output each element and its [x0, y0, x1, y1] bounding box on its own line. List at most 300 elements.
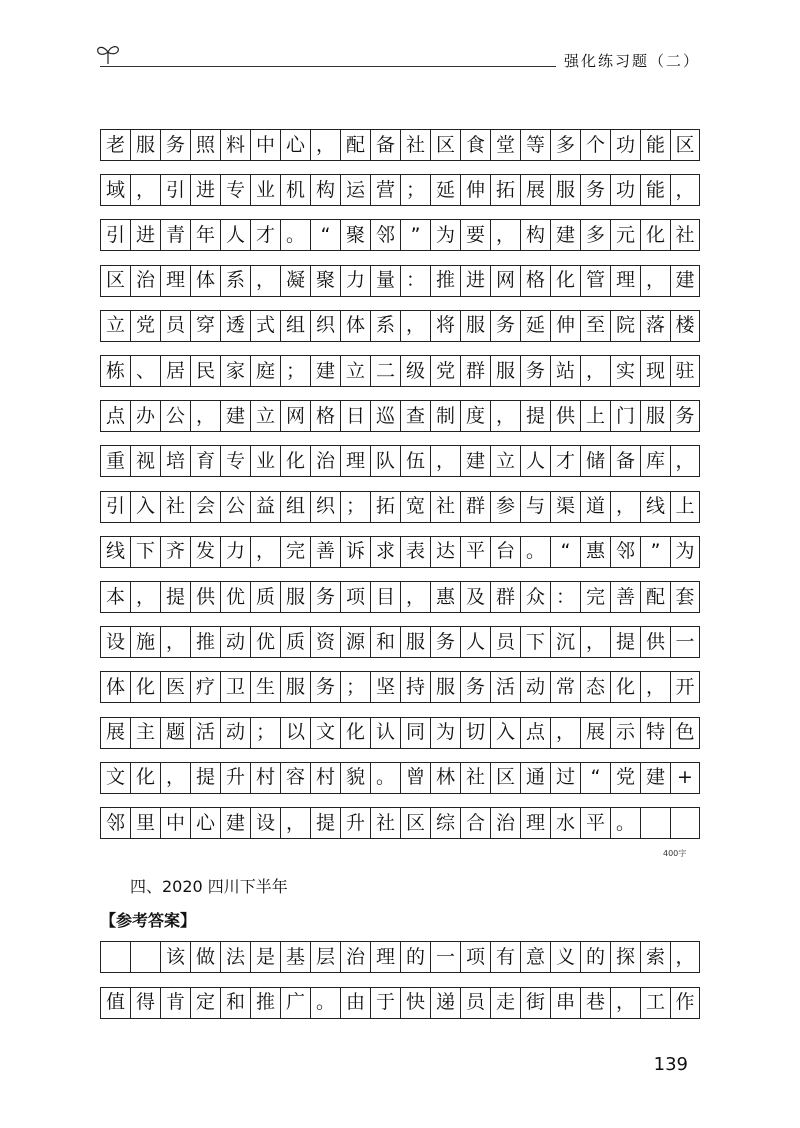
grid-cell: 驻 [670, 355, 700, 387]
grid-cell [100, 941, 130, 973]
grid-cell: 伸 [460, 174, 490, 206]
grid-cell: 色 [670, 717, 700, 749]
grid-cell: ， [280, 807, 310, 839]
grid-cell: 示 [610, 717, 640, 749]
grid-row [100, 445, 700, 477]
grid-cell: 化 [130, 762, 160, 794]
grid-cell: ， [670, 174, 700, 206]
grid-cell: 村 [310, 762, 340, 794]
grid-cell: 入 [490, 717, 520, 749]
grid-cell: 群 [460, 355, 490, 387]
grid-cell: 意 [520, 941, 550, 973]
grid-cell: 中 [250, 129, 280, 161]
grid-cell: ” [640, 536, 670, 568]
grid-cell: 治 [310, 445, 340, 477]
grid-cell: 储 [580, 445, 610, 477]
grid-cell: 服 [460, 310, 490, 342]
grid-cell: 服 [400, 626, 430, 658]
grid-cell: 组 [280, 491, 310, 523]
grid-row [100, 671, 700, 703]
grid-cell: 服 [130, 129, 160, 161]
grid-cell: ， [580, 355, 610, 387]
grid-cell: 建 [220, 807, 250, 839]
grid-cell: 建 [220, 400, 250, 432]
grid-row [100, 581, 700, 613]
grid-cell: 现 [640, 355, 670, 387]
grid-cell: 延 [520, 310, 550, 342]
grid-cell: 递 [430, 987, 460, 1019]
grid-cell: 该 [160, 941, 190, 973]
grid-cell: 社 [460, 762, 490, 794]
grid-cell: 院 [610, 310, 640, 342]
grid-cell: 活 [190, 717, 220, 749]
grid-cell: 力 [220, 536, 250, 568]
grid-cell: 为 [430, 717, 460, 749]
grid-row [100, 219, 700, 251]
grid-cell: 人 [220, 219, 250, 251]
grid-cell: 配 [340, 129, 370, 161]
grid-cell: 庭 [250, 355, 280, 387]
grid-cell: 务 [520, 355, 550, 387]
grid-cell: 林 [430, 762, 460, 794]
grid-cell: 老 [100, 129, 130, 161]
grid-cell: 务 [310, 581, 340, 613]
grid-cell: 营 [370, 174, 400, 206]
grid-cell: 广 [280, 987, 310, 1019]
grid-row [100, 129, 700, 161]
grid-cell: ， [160, 762, 190, 794]
grid-cell: 务 [670, 400, 700, 432]
grid-cell: 设 [100, 626, 130, 658]
grid-cell: 备 [610, 445, 640, 477]
grid-cell: 入 [130, 491, 160, 523]
grid-cell: 一 [430, 941, 460, 973]
grid-cell: 貌 [340, 762, 370, 794]
grid-cell: 伸 [550, 310, 580, 342]
grid-cell: 会 [190, 491, 220, 523]
grid-cell: 发 [190, 536, 220, 568]
grid-cell: 。 [370, 762, 400, 794]
grid-cell: 动 [520, 671, 550, 703]
grid-cell: 服 [430, 671, 460, 703]
grid-cell: ， [400, 581, 430, 613]
grid-cell: 升 [340, 807, 370, 839]
grid-cell: 体 [190, 265, 220, 297]
grid-cell: “ [550, 536, 580, 568]
grid-cell: 立 [250, 400, 280, 432]
grid-cell: 义 [550, 941, 580, 973]
grid-cell: 曾 [400, 762, 430, 794]
grid-cell: ， [670, 445, 700, 477]
grid-cell: 务 [490, 310, 520, 342]
grid-cell: 党 [610, 762, 640, 794]
grid-cell: 表 [400, 536, 430, 568]
grid-cell: 卫 [220, 671, 250, 703]
grid-cell: 邻 [100, 807, 130, 839]
grid-cell: 人 [520, 445, 550, 477]
grid-cell: ； [340, 491, 370, 523]
grid-cell: 务 [460, 671, 490, 703]
grid-cell: 多 [580, 219, 610, 251]
grid-cell: 道 [580, 491, 610, 523]
grid-cell: 是 [250, 941, 280, 973]
grid-cell: 为 [430, 219, 460, 251]
grid-cell: ， [130, 174, 160, 206]
grid-cell: 心 [190, 807, 220, 839]
grid-cell: 特 [640, 717, 670, 749]
grid-cell: 化 [640, 219, 670, 251]
grid-cell: 和 [370, 626, 400, 658]
grid-cell: 参 [490, 491, 520, 523]
grid-cell: 延 [430, 174, 460, 206]
grid-cell: ， [400, 310, 430, 342]
grid-cell: ， [490, 400, 520, 432]
grid-cell: 推 [190, 626, 220, 658]
grid-cell: 立 [340, 355, 370, 387]
grid-cell: 织 [310, 491, 340, 523]
grid-cell: 善 [610, 581, 640, 613]
grid-cell: 升 [220, 762, 250, 794]
grid-cell: 达 [430, 536, 460, 568]
grid-cell: 定 [190, 987, 220, 1019]
leaf-sprout-icon [94, 40, 122, 68]
grid-cell: 栋 [100, 355, 130, 387]
grid-cell: ， [550, 717, 580, 749]
grid-cell: 公 [220, 491, 250, 523]
grid-cell: 一 [670, 626, 700, 658]
grid-cell: 疗 [190, 671, 220, 703]
grid-cell: 社 [370, 807, 400, 839]
grid-cell: 邻 [610, 536, 640, 568]
grid-cell: 将 [430, 310, 460, 342]
grid-cell: 建 [550, 219, 580, 251]
grid-cell: 社 [430, 491, 460, 523]
grid-cell: 家 [220, 355, 250, 387]
grid-cell: 肯 [160, 987, 190, 1019]
grid-cell: 立 [490, 445, 520, 477]
grid-cell: 下 [520, 626, 550, 658]
grid-cell: 机 [280, 174, 310, 206]
grid-cell: 主 [130, 717, 160, 749]
grid-cell: 队 [370, 445, 400, 477]
page-number: 139 [653, 1054, 688, 1075]
grid-cell: 展 [100, 717, 130, 749]
grid-cell: 级 [400, 355, 430, 387]
grid-cell: 务 [430, 626, 460, 658]
grid-cell: 的 [400, 941, 430, 973]
grid-cell: 堂 [490, 129, 520, 161]
grid-cell: 组 [280, 310, 310, 342]
grid-row [100, 491, 700, 523]
grid-cell: 探 [610, 941, 640, 973]
grid-cell: 治 [130, 265, 160, 297]
grid-cell: 资 [310, 626, 340, 658]
grid-cell: 治 [490, 807, 520, 839]
grid-cell: 。 [610, 807, 640, 839]
grid-cell: 服 [280, 671, 310, 703]
grid-cell: 社 [160, 491, 190, 523]
grid-cell: 展 [580, 717, 610, 749]
grid-cell: 中 [160, 807, 190, 839]
grid-cell: 区 [400, 807, 430, 839]
grid-cell: 社 [670, 219, 700, 251]
grid-cell: 服 [640, 400, 670, 432]
grid-cell: 元 [610, 219, 640, 251]
grid-cell: 持 [400, 671, 430, 703]
grid-cell: 域 [100, 174, 130, 206]
grid-cell: ” [400, 219, 430, 251]
grid-cell: 运 [340, 174, 370, 206]
grid-cell: 个 [580, 129, 610, 161]
grid-row [100, 717, 700, 749]
grid-cell: 青 [160, 219, 190, 251]
word-count-marker: 400字 [663, 849, 687, 858]
grid-cell: ； [280, 355, 310, 387]
grid-cell [640, 807, 670, 839]
grid-row [100, 941, 700, 973]
grid-cell: 员 [490, 626, 520, 658]
grid-cell: 理 [340, 445, 370, 477]
grid-cell: 诉 [340, 536, 370, 568]
grid-cell: 培 [160, 445, 190, 477]
grid-cell: 库 [640, 445, 670, 477]
grid-cell: 提 [520, 400, 550, 432]
grid-row [100, 807, 700, 839]
grid-cell: 进 [460, 265, 490, 297]
grid-cell: 基 [280, 941, 310, 973]
grid-cell: 化 [280, 445, 310, 477]
grid-cell: 完 [580, 581, 610, 613]
grid-cell: 齐 [160, 536, 190, 568]
grid-cell: 服 [280, 581, 310, 613]
grid-row [100, 987, 700, 1019]
grid-cell: 系 [370, 310, 400, 342]
grid-cell: 管 [580, 265, 610, 297]
reference-answer-label: 【参考答案】 [100, 911, 197, 930]
grid-cell: 下 [130, 536, 160, 568]
grid-cell: 邻 [370, 219, 400, 251]
grid-cell: 体 [100, 671, 130, 703]
grid-cell: 构 [520, 219, 550, 251]
grid-row [100, 762, 700, 794]
grid-cell: ， [430, 445, 460, 477]
grid-cell: 文 [100, 762, 130, 794]
grid-cell: ， [250, 536, 280, 568]
grid-cell: 认 [370, 717, 400, 749]
grid-cell: 施 [130, 626, 160, 658]
grid-cell: 能 [640, 129, 670, 161]
grid-cell: ， [670, 941, 700, 973]
grid-cell: 员 [460, 987, 490, 1019]
grid-cell: 拓 [370, 491, 400, 523]
grid-cell: 文 [310, 717, 340, 749]
grid-cell: 务 [160, 129, 190, 161]
grid-cell: 为 [670, 536, 700, 568]
grid-cell: 线 [640, 491, 670, 523]
grid-cell: 才 [550, 445, 580, 477]
grid-cell: ： [400, 265, 430, 297]
grid-cell: 提 [160, 581, 190, 613]
grid-cell: 进 [190, 174, 220, 206]
grid-row [100, 626, 700, 658]
grid-cell: 备 [370, 129, 400, 161]
grid-cell: 居 [160, 355, 190, 387]
grid-cell: 。 [310, 987, 340, 1019]
grid-cell: 目 [370, 581, 400, 613]
grid-cell: ， [250, 265, 280, 297]
grid-cell: 提 [610, 626, 640, 658]
grid-cell: 业 [250, 445, 280, 477]
grid-cell: 质 [280, 626, 310, 658]
grid-cell: 党 [130, 310, 160, 342]
grid-cell: 综 [430, 807, 460, 839]
grid-cell: ， [610, 491, 640, 523]
grid-cell: 理 [610, 265, 640, 297]
grid-cell: 人 [460, 626, 490, 658]
grid-cell: 惠 [430, 581, 460, 613]
grid-cell: 构 [310, 174, 340, 206]
grid-cell: 里 [130, 807, 160, 839]
grid-cell: 量 [370, 265, 400, 297]
grid-row [100, 355, 700, 387]
grid-cell: 能 [640, 174, 670, 206]
grid-cell: 供 [550, 400, 580, 432]
grid-cell: 二 [370, 355, 400, 387]
grid-cell: 推 [250, 987, 280, 1019]
grid-cell: 年 [190, 219, 220, 251]
grid-cell: 惠 [580, 536, 610, 568]
grid-cell: 通 [520, 762, 550, 794]
grid-cell: 走 [490, 987, 520, 1019]
grid-cell: 网 [280, 400, 310, 432]
grid-cell: 办 [130, 400, 160, 432]
grid-cell: 供 [640, 626, 670, 658]
grid-cell: 和 [220, 987, 250, 1019]
grid-cell: 务 [580, 174, 610, 206]
grid-cell: 群 [490, 581, 520, 613]
grid-cell: 站 [550, 355, 580, 387]
grid-cell: 料 [220, 129, 250, 161]
grid-cell: 源 [340, 626, 370, 658]
grid-cell: “ [580, 762, 610, 794]
header-title: 强化练习题（二） [556, 50, 700, 71]
grid-cell: 拓 [490, 174, 520, 206]
grid-cell: 的 [580, 941, 610, 973]
grid-cell: 区 [100, 265, 130, 297]
grid-cell: ； [340, 671, 370, 703]
grid-cell: 重 [100, 445, 130, 477]
grid-cell: 。 [520, 536, 550, 568]
grid-cell: 动 [220, 626, 250, 658]
grid-cell: 医 [160, 671, 190, 703]
grid-cell: ： [550, 581, 580, 613]
grid-cell: 水 [550, 807, 580, 839]
grid-cell: 要 [460, 219, 490, 251]
grid-cell: 社 [400, 129, 430, 161]
grid-cell: 点 [520, 717, 550, 749]
grid-cell: 引 [100, 491, 130, 523]
grid-cell: 台 [490, 536, 520, 568]
grid-cell: 质 [250, 581, 280, 613]
grid-cell: “ [310, 219, 340, 251]
grid-cell: 系 [220, 265, 250, 297]
grid-cell: 度 [460, 400, 490, 432]
grid-cell: 常 [550, 671, 580, 703]
grid-cell: 党 [430, 355, 460, 387]
grid-cell: 员 [160, 310, 190, 342]
grid-cell: 、 [130, 355, 160, 387]
grid-cell: 得 [130, 987, 160, 1019]
grid-cell: 多 [550, 129, 580, 161]
grid-cell: 动 [220, 717, 250, 749]
grid-cell: 引 [160, 174, 190, 206]
grid-cell: 网 [490, 265, 520, 297]
grid-cell: 建 [460, 445, 490, 477]
grid-cell: 门 [610, 400, 640, 432]
grid-cell: 理 [160, 265, 190, 297]
grid-cell: 态 [580, 671, 610, 703]
grid-cell: 索 [640, 941, 670, 973]
grid-cell: 快 [400, 987, 430, 1019]
grid-cell: 透 [220, 310, 250, 342]
grid-cell: ， [130, 581, 160, 613]
grid-row [100, 265, 700, 297]
grid-cell: 伍 [400, 445, 430, 477]
grid-cell: 活 [490, 671, 520, 703]
grid-cell: 治 [340, 941, 370, 973]
grid-cell: 建 [640, 762, 670, 794]
grid-cell: 建 [310, 355, 340, 387]
grid-cell: 坚 [370, 671, 400, 703]
grid-cell: 制 [430, 400, 460, 432]
grid-cell: 益 [250, 491, 280, 523]
grid-cell: 区 [490, 762, 520, 794]
grid-cell: 展 [520, 174, 550, 206]
grid-cell: 平 [580, 807, 610, 839]
grid-cell: ， [190, 400, 220, 432]
grid-cell: 化 [340, 717, 370, 749]
grid-cell: 由 [340, 987, 370, 1019]
grid-cell: ， [640, 265, 670, 297]
grid-cell: 提 [190, 762, 220, 794]
grid-cell: 民 [190, 355, 220, 387]
grid-cell: + [670, 762, 700, 794]
grid-cell: 优 [220, 581, 250, 613]
grid-cell: 食 [460, 129, 490, 161]
grid-cell: 进 [130, 219, 160, 251]
grid-row [100, 310, 700, 342]
grid-cell: 作 [670, 987, 700, 1019]
grid-cell: 公 [160, 400, 190, 432]
grid-cell: 容 [280, 762, 310, 794]
grid-cell: 织 [310, 310, 340, 342]
grid-cell: 日 [340, 400, 370, 432]
grid-cell: 理 [370, 941, 400, 973]
grid-cell: 街 [520, 987, 550, 1019]
grid-cell [670, 807, 700, 839]
grid-cell: 开 [670, 671, 700, 703]
grid-cell: 沉 [550, 626, 580, 658]
grid-cell: 楼 [670, 310, 700, 342]
grid-cell: ， [310, 129, 340, 161]
grid-cell: 功 [610, 129, 640, 161]
grid-cell: 完 [280, 536, 310, 568]
grid-cell: 合 [460, 807, 490, 839]
grid-cell: 才 [250, 219, 280, 251]
grid-cell: 提 [310, 807, 340, 839]
grid-cell: 配 [640, 581, 670, 613]
grid-cell: 题 [160, 717, 190, 749]
